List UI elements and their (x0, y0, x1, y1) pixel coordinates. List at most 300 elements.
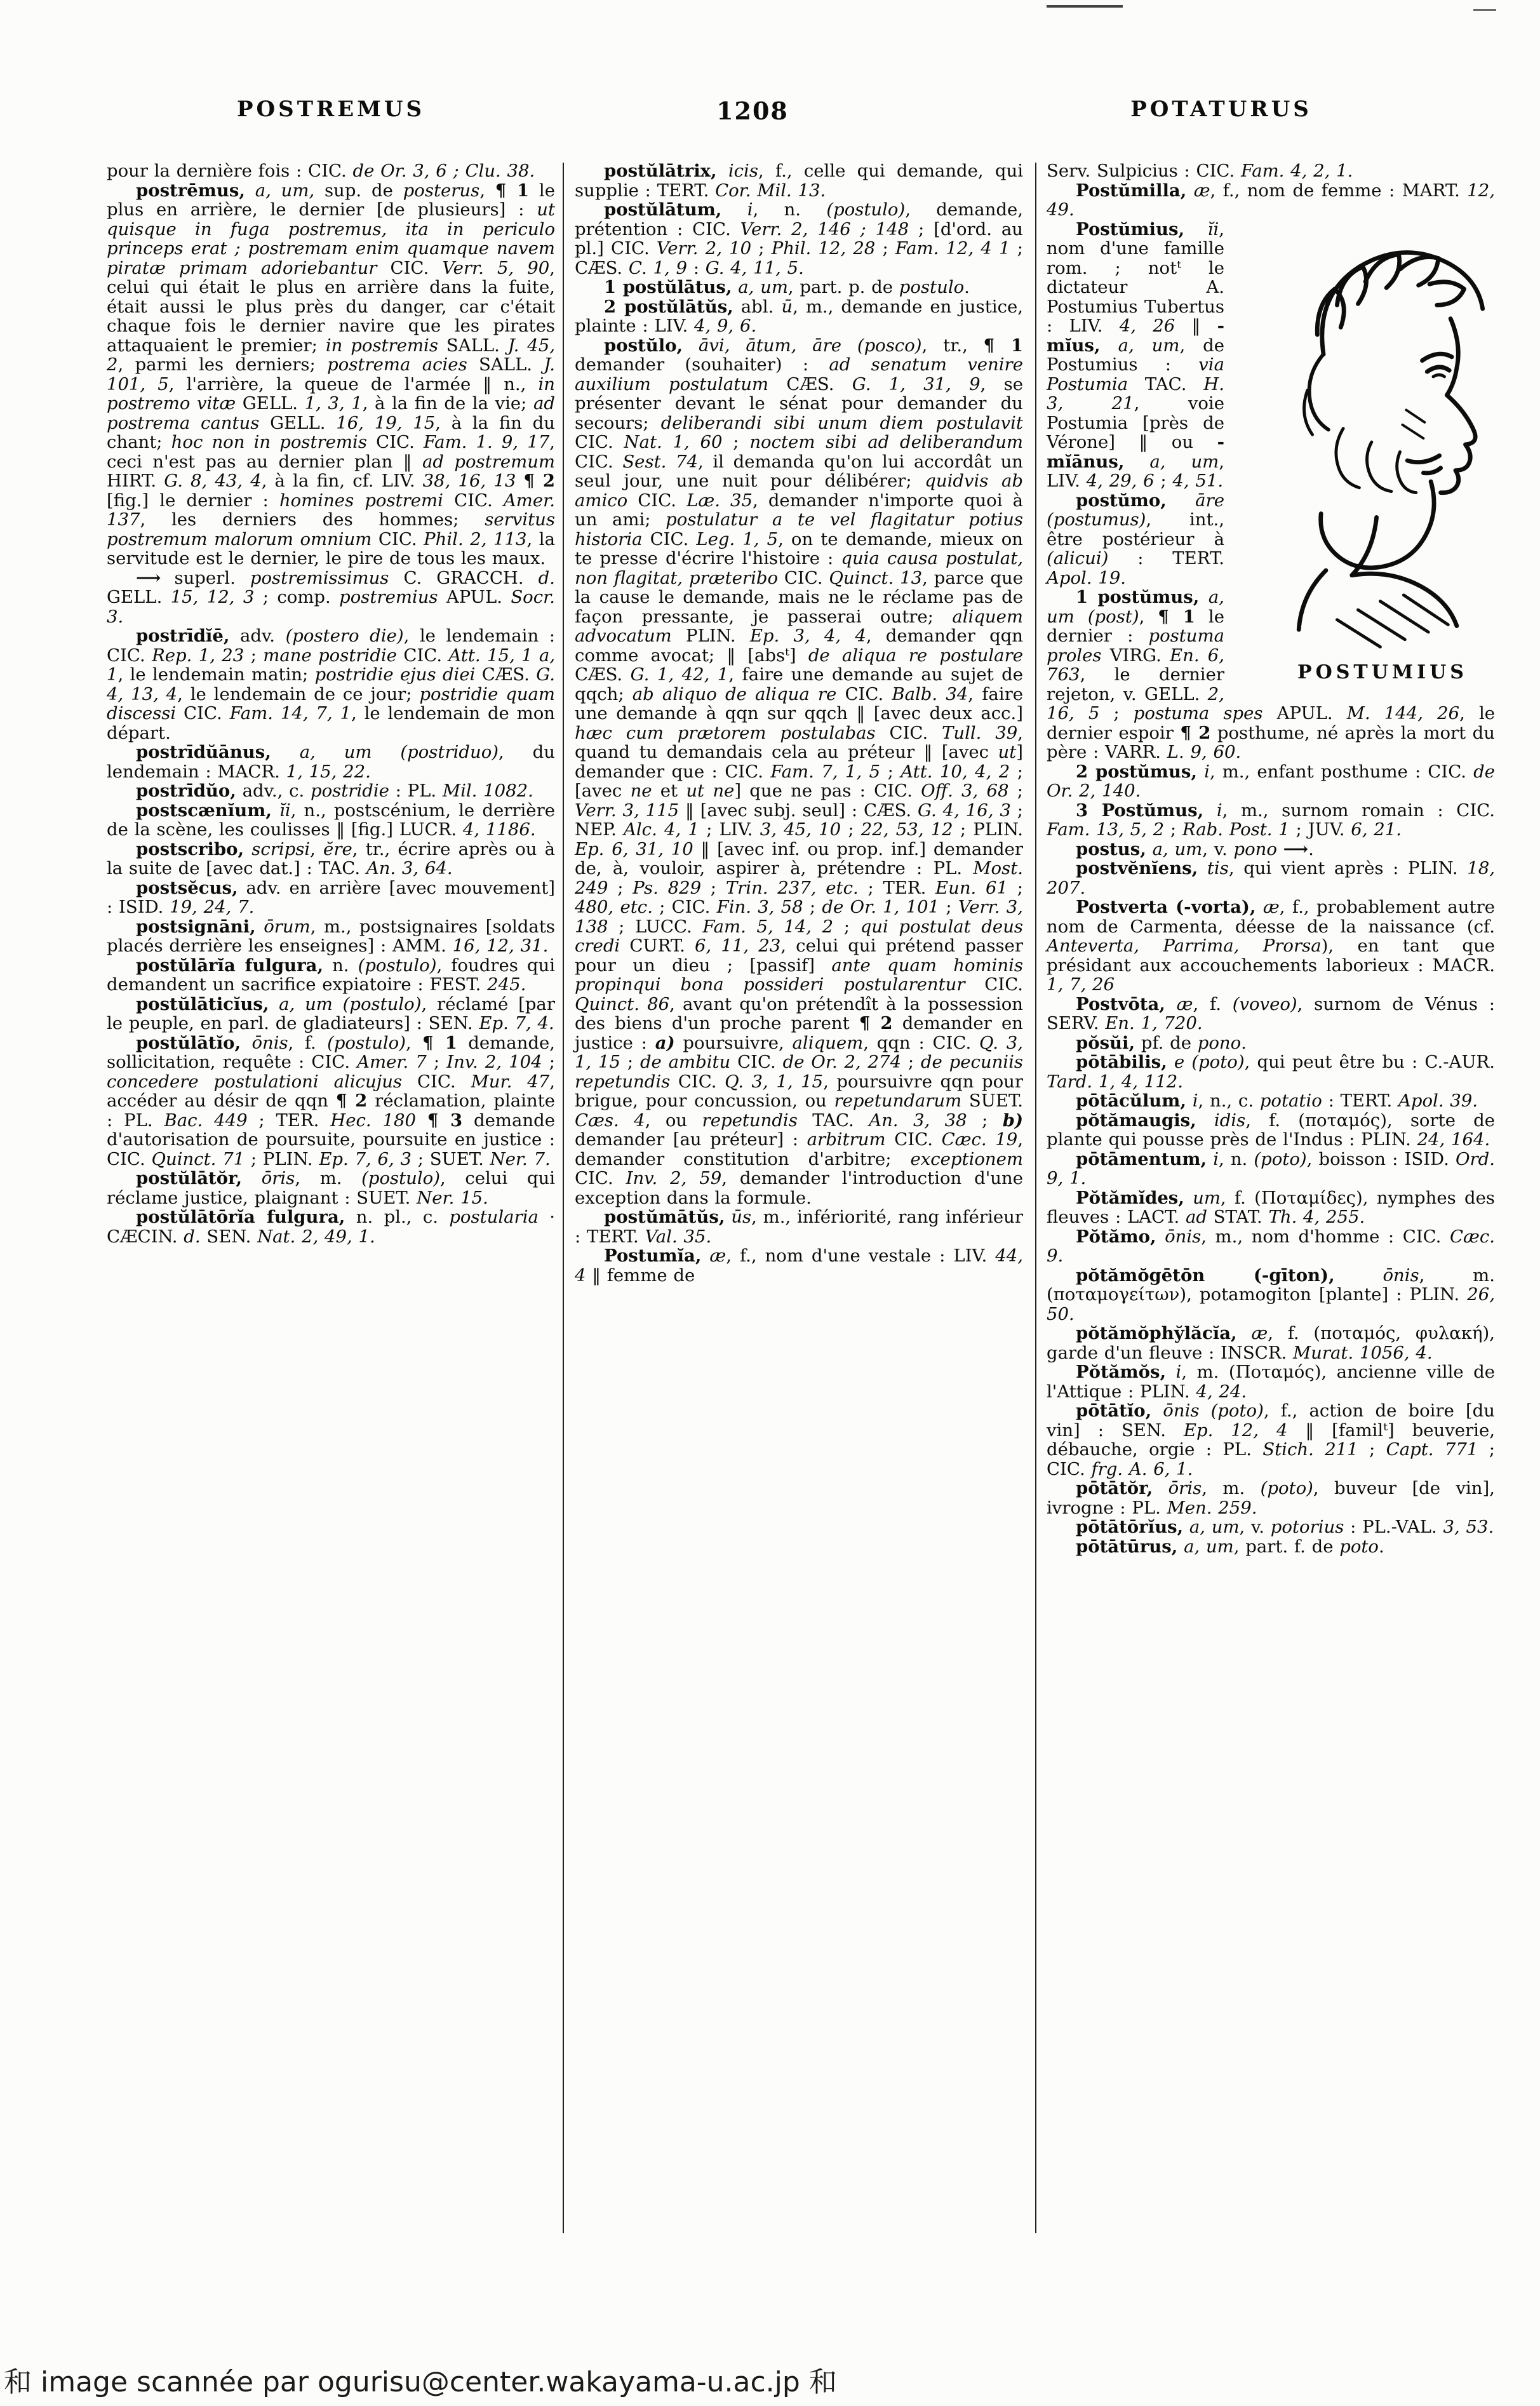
entry-text: An. 3, 38 (869, 1110, 967, 1131)
entry-text: postremissimus (250, 567, 389, 588)
headword: postrīdŭānus, (136, 742, 271, 762)
entry-text: de Or. 1, 101 (822, 897, 940, 917)
entry-text: , la servitude est le dernier, le pire de tous les maux. (107, 528, 555, 568)
entry-text: i (1192, 1091, 1198, 1111)
entry-text: posthume, né après la mort du père : VARR. (1047, 722, 1495, 762)
entry-text: , f., celle qui demande, qui supplie : TERT. (575, 161, 1023, 201)
entry-text: ¶ 1 (1158, 606, 1195, 627)
entry-text: , part. p. de (787, 277, 899, 297)
entry-text: a, um (1184, 1536, 1234, 1557)
entry-text: Verr. 3, 115 (575, 800, 680, 821)
entry-text: ĭi (1207, 218, 1219, 239)
entry-text: superl. (159, 567, 250, 588)
entry-text: Nat. 2, 49, 1. (257, 1226, 375, 1247)
entry-text: SUET. (961, 1091, 1024, 1111)
entry-text: Eun. 61 (935, 877, 1008, 898)
entry-text: CIC. (372, 528, 424, 549)
entry-text: , nom d'une famille rom. ; notᵗ le dictateur A. Postumius Tubertus : LIV. (1047, 218, 1224, 336)
entry-text: M. 144, 26 (1346, 703, 1460, 723)
entry-text: ; (939, 897, 958, 917)
entry-text: ; (426, 1052, 447, 1072)
entry-text: , accéder au désir de qqn (107, 1071, 555, 1111)
entry-text: Men. 259. (1167, 1497, 1257, 1518)
entry-text (1186, 1091, 1193, 1111)
entry-text: postulo (899, 277, 965, 297)
entry-text: 22, 53, 12 (860, 819, 953, 840)
entry-post-l-t-o (107, 1033, 555, 1169)
entry-text (1203, 800, 1217, 821)
entry-text: 3, 45, 10 (760, 819, 841, 840)
entry-text: Quinct. 86 (575, 993, 670, 1014)
entry-text: a, um (1189, 1517, 1240, 1537)
entry-text: adv. en arrière [avec mouvement] : ISID. (107, 877, 555, 917)
entry-text: , celui qui prétend passer pour un dieu ; [passif] (575, 936, 1024, 976)
entry-text: : (686, 257, 706, 278)
entry-text: Cæc. 19 (941, 1129, 1018, 1150)
entry-text: SALL. (467, 354, 544, 375)
entry-text: ; (1164, 819, 1182, 840)
entry-text: , parce que la cause le demande, mais ne le réclame pas de façon pressante, je passerai outre; (575, 567, 1023, 627)
entry-text: postremius (339, 587, 438, 607)
entry-text: J. 45, 2 (107, 335, 556, 375)
entry-text: Off. 3, 68 (921, 781, 1009, 801)
entry-text: , m. (295, 1168, 362, 1188)
entry-text: ‖ [avec inf. ou prop. inf.] demander de, à, vouloir, aspirer à, prétendre : PL. (575, 838, 1024, 878)
entry-text: ab aliquo de aliqua re (632, 683, 837, 704)
entry-text: 1, 15, 22. (286, 761, 371, 782)
entry-text: ; (880, 761, 901, 782)
entry-text: i (1213, 1148, 1219, 1169)
entry-text: Ep. 3, 4, 4 (749, 626, 866, 646)
entry-p-t-m-g-t-n-g-ton (1047, 1266, 1495, 1324)
headword: postscænĭum, (136, 800, 272, 821)
entry-post-l-t-r-a-fulgura (107, 1207, 555, 1246)
entry-p-t-m-s (1047, 1362, 1495, 1401)
entry-text: d. (184, 1226, 201, 1247)
entry-text: ; (803, 897, 822, 917)
entry-text: GELL. (259, 412, 337, 433)
entry-text: , part. f. de (1233, 1536, 1340, 1557)
entry-text: ⟶ (1283, 838, 1309, 859)
entry-text: ad postrema cantus (107, 393, 555, 433)
entry-text: SEN. (200, 1226, 258, 1247)
entry-text: , v. (1202, 838, 1234, 859)
entry-p-t-m-des (1047, 1188, 1495, 1227)
entry-text: Hec. 180 (330, 1110, 417, 1131)
entry-text: . (1241, 1032, 1247, 1053)
entry-text: Fam. 12, 4 1 (895, 238, 1010, 259)
entry-text: adv., c. (236, 781, 311, 801)
entry-text (1124, 452, 1149, 472)
entry-text: Most. 249 (575, 858, 1023, 898)
entry-text: CIC. (670, 1071, 725, 1092)
headword: pōtātŏr, (1076, 1478, 1153, 1498)
postumius-figure (1241, 225, 1495, 683)
headword: 2 postŭlātŭs, (604, 296, 733, 317)
entry-postum-a (575, 1246, 1023, 1285)
entry-text: e (poto) (1174, 1052, 1245, 1072)
entry-text: pour la dernière fois : CIC. (107, 161, 353, 181)
entry-text: āvi, ātum, āre (posco) (699, 335, 922, 356)
entry-text: Q. 3, 1, 15 (725, 1071, 824, 1092)
entry-text: CIC. (885, 1129, 942, 1150)
entry-text: (postulo) (327, 1032, 406, 1053)
headword: 3 Postŭmus, (1076, 800, 1204, 821)
entry-text: aliquem (792, 1032, 864, 1053)
entry-text: ad senatum venire auxilium postulatum (575, 354, 1023, 394)
entry-text: ad (1185, 1207, 1207, 1227)
headword: pōtātūrus, (1076, 1536, 1178, 1557)
entry-text: ōnis (poto) (1163, 1401, 1264, 1421)
entry-text: Apol. 19. (1047, 567, 1127, 588)
entry-text: ; [avec (575, 761, 1024, 801)
entry-text: , m., demande en justice, plainte : LIV. (575, 296, 1023, 336)
entry-text: , qui peut être bu : C.-AUR. (1244, 1052, 1495, 1072)
entry-text (1167, 490, 1195, 511)
entry-text: 24, 164. (1417, 1129, 1490, 1150)
entry-text (1198, 858, 1207, 878)
entry-text: ; SUET. (411, 1148, 490, 1169)
entry-text: , f. (288, 1032, 328, 1053)
headword: pŏtămŏphy̆lăcĭa, (1076, 1323, 1237, 1343)
entry-text: et (652, 781, 686, 801)
entry-p-s-i (1047, 1033, 1495, 1053)
entry-text: æ (1176, 993, 1193, 1014)
entry-text: , demander constitution d'arbitre; (575, 1129, 1023, 1169)
entry-text (1166, 1362, 1175, 1382)
entry-text: ‖ femme de (586, 1265, 695, 1286)
headword: Pŏtămĭdes, (1076, 1187, 1184, 1208)
entry-text: Ps. 829 (633, 877, 702, 898)
entry-text: ‖ [familᵗ] beuverie, débauche, orgie : PL. (1047, 1420, 1495, 1460)
entry-text (1256, 897, 1263, 917)
entry-text: 44, 4 (575, 1246, 1023, 1286)
entry-text: Bac. 449 (164, 1110, 248, 1131)
entry-text (732, 277, 738, 297)
entry-text: ¶ 2 (1180, 722, 1211, 743)
entry-text: Fin. 3, 58 (716, 897, 803, 917)
entry-text: Ord. 9, 1. (1047, 1148, 1495, 1188)
headword: postŭmātŭs, (604, 1207, 725, 1227)
entry-text: postulatur a te vel flagitatur potius historia (575, 509, 1023, 549)
entry-text: ante quam hominis propinqui bona possideri postularentur (575, 955, 1024, 995)
entry-text: Trin. 237, etc. (725, 877, 859, 898)
entry-text (272, 800, 279, 821)
entry-postr-mus (107, 181, 555, 568)
entry-text: , qui vient après : PLIN. (1228, 858, 1468, 878)
entry-text: Tull. 39 (942, 722, 1018, 743)
entry-text: , m., postsignaires [soldats placés derrière les enseignes] : AMM. (107, 916, 555, 956)
entry-text: En. 1, 720. (1105, 1013, 1203, 1033)
entry-text: , n. (753, 199, 827, 220)
entry-2-post-mus (1047, 762, 1495, 801)
entry-text: Ep. 7, 6, 3 (319, 1148, 412, 1169)
entry-text: ; NEP. (575, 800, 1023, 840)
headword: pŏtămŏgētōn (-gīton), (1076, 1265, 1335, 1286)
entry-text (1156, 1227, 1165, 1247)
entry-text: , demande, prétention : CIC. (575, 199, 1023, 239)
entry-text: Quinct. 71 (151, 1148, 245, 1169)
entry-text: ūs (731, 1207, 752, 1227)
headword: postsignāni, (136, 916, 256, 937)
entry-text: , f. (ποταμός), sorte de plante qui pousse près de l'Indus : PLIN. (1047, 1110, 1496, 1150)
entry-text: STAT. (1207, 1207, 1269, 1227)
entry-text: GELL. (107, 587, 171, 607)
entry-text (244, 839, 251, 859)
entry-text: APUL. (1262, 703, 1347, 723)
entry-text (1277, 839, 1283, 859)
entry-text: a) (655, 1032, 675, 1053)
entry-text: G. 4, 13, 4 (107, 664, 555, 704)
headword: pōtābilis, (1076, 1052, 1167, 1072)
entry-text: de Or. 2, 274 (782, 1052, 902, 1072)
entry-text: ; (1008, 877, 1024, 898)
entry-text: postrema acies (327, 354, 467, 375)
entry-post-l-t-r (107, 1169, 555, 1207)
entry-text: ōnis (251, 1032, 288, 1053)
entry-text: 4, 9, 6. (694, 316, 757, 336)
scan-artifact-dot (1473, 9, 1496, 11)
entry-text: Inv. 2, 104 (446, 1052, 542, 1072)
entry-text: , quand tu demandais cela au préteur ‖ [avec (575, 722, 1023, 762)
entry-text: ; LUCC. (608, 916, 703, 937)
entry-text: demander en justice : (575, 1013, 1023, 1053)
entry-text (241, 1033, 251, 1053)
headword: postŭlo, (604, 335, 683, 356)
entry-text: , tr., (921, 335, 984, 356)
headword: pŏtămaugis, (1076, 1110, 1196, 1131)
entry-postr-d-o (107, 781, 555, 801)
headword: postŭlātŏr, (136, 1168, 243, 1188)
entry-text: ‖ (1175, 316, 1217, 336)
entry-text: in postremis (325, 335, 438, 356)
headword: Postumĭa, (604, 1246, 702, 1266)
entry-text: TAC. (1128, 373, 1204, 394)
entry-text (1196, 1110, 1214, 1131)
entry-text: , on te demande, mieux on te presse d'écrire l'histoire : (575, 528, 1023, 568)
page-number: 1208 (716, 97, 789, 125)
entry-text (1237, 1323, 1252, 1343)
headword: 1 postŭmus, (1076, 587, 1200, 607)
entry-text: mane postridie (263, 645, 398, 666)
entry-text: Ep. 7, 4. (479, 1013, 554, 1033)
entry-text: · CÆCIN. (107, 1207, 555, 1247)
entry-text: , ceci n'est pas au dernier plan ‖ (107, 432, 556, 472)
headword: postrēmus, (136, 180, 245, 201)
entry-text: Verr. 3, 138 (575, 897, 1024, 937)
entry-text: postridie quam discessi (107, 683, 556, 723)
entry-text (1197, 762, 1204, 782)
entry-text: , (1139, 606, 1158, 627)
entry-text: ), en tant que présidant aux accouchements laborieux : MACR. (1047, 936, 1495, 976)
entry-text: Amer. 137 (107, 490, 555, 530)
entry-text: n. pl., c. (345, 1207, 450, 1227)
entry-text: ū (781, 296, 793, 317)
entry-text (725, 1207, 731, 1227)
entry-text: ¶ 2 (523, 471, 555, 491)
entry-text: postridie ejus diei (314, 664, 476, 685)
entry-text: : PL. (389, 781, 443, 801)
headword: postus, (1076, 838, 1146, 859)
entry-text: icis (728, 161, 758, 181)
entry-text: ‖ [avec subj. seul] : CÆS. (679, 800, 918, 821)
entry-text: G. 4, 11, 5. (705, 257, 804, 278)
entry-text: Alc. 4, 1 (624, 819, 699, 840)
entry-text: de pecuniis repetundis (575, 1052, 1024, 1092)
entry-text: CIC. (575, 432, 624, 452)
entry-text: GELL. (236, 393, 305, 413)
entry-text: 18, 207. (1047, 858, 1496, 898)
headword: postŭmo, (1076, 490, 1167, 511)
entry-text: CIC. (397, 645, 449, 666)
entry-2-post-l-t-s (575, 297, 1023, 336)
entry-postsc-n-um (107, 801, 555, 840)
entry-post-milla (1047, 181, 1495, 220)
entry-text: H. 3, 21 (1047, 373, 1224, 413)
entry-text: d. (538, 567, 555, 588)
headword: 2 postŭmus, (1076, 761, 1197, 782)
entry-text: ; JUV. (1289, 819, 1351, 840)
entry-text: Stich. 211 (1262, 1439, 1358, 1460)
entry-text: 4, 26 (1119, 316, 1175, 336)
entry-text: æ (1193, 180, 1210, 201)
entry-text: i (1216, 800, 1222, 821)
entry-text: Ner. 15. (417, 1187, 488, 1208)
entry-p-t-t-r-us (1047, 1517, 1495, 1537)
entry-text: ; comp. (254, 587, 340, 607)
headword: postŭlātrix, (604, 161, 717, 181)
entry-text: [fig.] le dernier : (107, 490, 279, 511)
entry-text (1199, 587, 1209, 607)
entry-text: , f. (ποταμός, φυλακή), garde d'un fleuve : INSCR. (1047, 1323, 1495, 1363)
headword: postŭlārĭa fulgura, (136, 955, 324, 976)
entry-text: -mĭānus, (1047, 432, 1224, 472)
entry-text: , m. (ποταμογείτων), potamogiton [plante] : PLIN. (1047, 1265, 1495, 1305)
entry-text: , à la fin de la vie; (362, 393, 533, 413)
entry-text: ; (841, 819, 861, 840)
entry-text: CÆS. (475, 664, 537, 685)
entry-text: a, um (postriduo) (299, 742, 499, 762)
entry-text: , f., nom de femme : MART. (1210, 180, 1468, 201)
entry-text: qui postulat deus credi (575, 916, 1024, 956)
entry-text: posterus (403, 180, 480, 201)
entry-text: ut quisque in fuga postremus, ita in periculo princeps erat ; postremam enim quamque navem piratæ primam adoriebantur (107, 199, 555, 278)
entry-text: ; PLIN. (244, 1148, 319, 1169)
entry-text: , demander n'importe quoi à un ami; (575, 490, 1023, 530)
entry-text (1167, 1052, 1174, 1072)
entry-text: le plus en arrière, le dernier [de plusieurs] : (107, 180, 555, 220)
entry-text: pf. de (1135, 1032, 1198, 1053)
entry-text: SALL. (438, 335, 508, 356)
headword: Postverta (-vorta), (1076, 897, 1256, 917)
headword: Postŭmilla, (1076, 180, 1187, 201)
entry-text (416, 1110, 427, 1131)
entry-text: , m. (Ποταμός), ancienne ville de l'Attique : PLIN. (1047, 1362, 1495, 1402)
entry-text: , faire une demande au sujet de qqch; (575, 664, 1023, 704)
entry-text: ōnis (1165, 1226, 1202, 1247)
entry-p-t-c-lum (1047, 1091, 1495, 1111)
entry-text: Amer. 7 (357, 1052, 427, 1072)
entry-text: Quinct. 13 (829, 567, 923, 588)
entry-text: C. 1, 9 (628, 257, 687, 278)
entry-text: a, um (post) (1047, 587, 1224, 627)
entry-text: CIC. (575, 451, 623, 472)
entry-text: repetundis (702, 1110, 798, 1131)
entry-text: , le lendemain de ce jour; (177, 683, 420, 704)
entry-text (1165, 994, 1177, 1014)
entry-text: in postremo vitæ (107, 373, 555, 413)
entry-text: , à la fin, cf. LIV. (261, 471, 423, 491)
entry-text (1151, 1401, 1163, 1421)
headword: pōtātĭo, (1076, 1401, 1152, 1421)
entry-text: CIC. (402, 1071, 471, 1092)
entry-text: , (405, 1032, 423, 1053)
entry-text: abl. (733, 296, 782, 317)
headword: 1 postŭlātus, (604, 277, 732, 297)
entry-text: 6, 11, 23 (695, 936, 781, 956)
entry-text: adv. (229, 626, 286, 646)
entry-text (1146, 839, 1153, 859)
entry-text: postuma proles (1047, 626, 1224, 666)
entry-text: , parmi les derniers; (117, 354, 328, 375)
entry-text: aliquem advocatum (575, 606, 1023, 646)
entry-text: le dernier : (1047, 606, 1224, 646)
entry-text: Rep. 1, 23 (152, 645, 244, 666)
headword: Postvōta, (1076, 993, 1165, 1014)
entry-text: Att. 15, 1 a, 1 (107, 645, 556, 685)
entry-text: Sest. 74 (622, 451, 698, 472)
entry-text: En. 6, 763 (1047, 645, 1225, 685)
entry-text: quidvis ab amico (575, 471, 1023, 511)
entry-1-post-l-tus (575, 278, 1023, 297)
entry-text: PLIN. (671, 626, 750, 646)
entry-text: æ (709, 1246, 726, 1266)
entry-text: CIC. (836, 683, 892, 704)
entry-postv-ta (1047, 995, 1495, 1033)
entry-continuation (1047, 161, 1495, 181)
entry-text (256, 917, 264, 937)
entry-text: , n., c. (1198, 1091, 1260, 1111)
entry-text: ĭi (279, 800, 291, 821)
headword: postsĕcus, (136, 877, 238, 898)
entry-text (245, 180, 255, 201)
entry-text: CIC. (575, 1168, 626, 1188)
entry-text: . (1379, 1536, 1384, 1557)
entry-text: scripsi (251, 838, 311, 859)
entry-text: 15, 12, 3 (170, 587, 255, 607)
headword: Postŭmius, (1076, 218, 1185, 239)
entry-text: , voie Postumia [près de Vérone] ‖ ou (1047, 393, 1224, 452)
entry-text: CIC. (875, 722, 942, 743)
entry-p-t-t-rus (1047, 1537, 1495, 1557)
entry-text (683, 335, 699, 356)
entry-text (516, 471, 523, 491)
entry-text: 4, 24. (1196, 1381, 1247, 1402)
entry-text: a, um (1118, 335, 1180, 356)
entry-text: Nat. 1, 60 (624, 432, 723, 452)
entry-text: Læ. 35 (686, 490, 753, 511)
entry-text: via Postumia (1047, 354, 1224, 394)
entry-text: , de Postumius : (1047, 335, 1224, 375)
entry-text: servitus postremum malorum omnium (107, 509, 555, 549)
entry-text (1183, 1517, 1189, 1537)
entry-text: , f. (Ποταμίδες), nymphes des fleuves : LACT. (1047, 1187, 1495, 1227)
entry-text: APUL. (438, 587, 511, 607)
entry-text: ne (630, 781, 652, 801)
entry-text: idis (1214, 1110, 1246, 1131)
entry-text: CIC. (366, 432, 424, 452)
running-head-right: POTATURUS (1130, 97, 1312, 122)
